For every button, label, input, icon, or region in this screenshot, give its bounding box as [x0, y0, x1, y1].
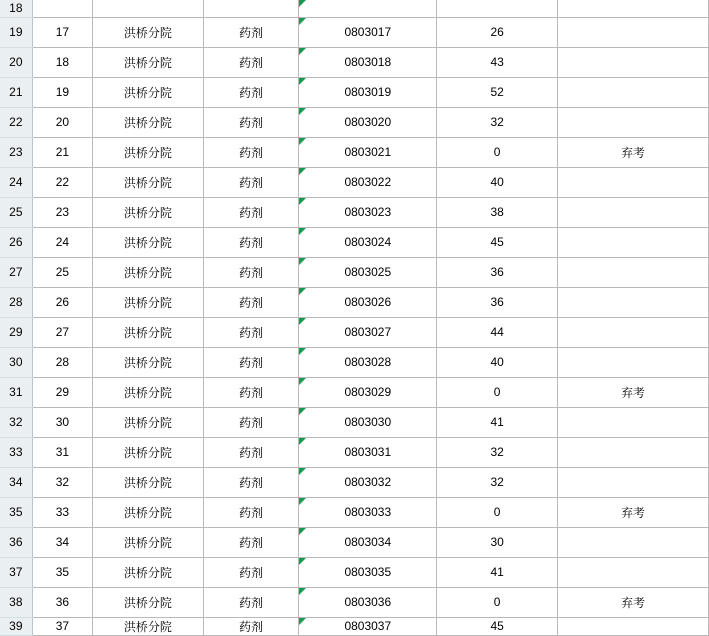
cell-score[interactable]: 38: [437, 197, 558, 227]
row-header[interactable]: 23: [0, 137, 32, 167]
row-header[interactable]: 26: [0, 227, 32, 257]
cell-org[interactable]: 洪桥分院: [93, 317, 204, 347]
cell-score[interactable]: 45: [437, 617, 558, 635]
cell-seq[interactable]: 28: [32, 347, 92, 377]
row-header[interactable]: 34: [0, 467, 32, 497]
table-row[interactable]: [0, 287, 709, 317]
comment-marker-icon: [299, 348, 306, 355]
row-header[interactable]: 36: [0, 527, 32, 557]
cell-ticket[interactable]: [299, 107, 437, 137]
comment-marker-icon: [299, 588, 306, 595]
cell-ticket-text: 0803032: [344, 475, 392, 489]
cell-ticket-text: 0803024: [344, 235, 392, 249]
cell-subject[interactable]: 药剂: [203, 167, 299, 197]
cell-ticket[interactable]: [299, 527, 437, 557]
table-row[interactable]: [0, 17, 709, 47]
cell-score[interactable]: [437, 0, 558, 17]
comment-marker-icon: [299, 558, 306, 565]
cell-seq[interactable]: 26: [32, 287, 92, 317]
cell-note[interactable]: [558, 0, 709, 17]
cell-note[interactable]: [558, 77, 709, 107]
comment-marker-icon: [299, 228, 306, 235]
cell-subject[interactable]: 药剂: [203, 17, 299, 47]
cell-ticket-text: 0803031: [344, 445, 392, 459]
cell-seq[interactable]: 17: [32, 17, 92, 47]
cell-ticket-text: 0803029: [344, 385, 392, 399]
cell-note[interactable]: [558, 197, 709, 227]
cell-score[interactable]: 32: [437, 107, 558, 137]
cell-score[interactable]: 26: [437, 17, 558, 47]
cell-seq[interactable]: 18: [32, 47, 92, 77]
cell-ticket-text: 0803018: [344, 55, 392, 69]
comment-marker-icon: [299, 168, 306, 175]
cell-seq[interactable]: 21: [32, 137, 92, 167]
cell-ticket-text: 0803019: [344, 85, 392, 99]
cell-note[interactable]: [558, 47, 709, 77]
cell-note[interactable]: [558, 107, 709, 137]
cell-score[interactable]: 36: [437, 257, 558, 287]
cell-score[interactable]: 30: [437, 527, 558, 557]
row-header[interactable]: 38: [0, 587, 32, 617]
cell-subject[interactable]: 药剂: [203, 227, 299, 257]
cell-subject[interactable]: 药剂: [203, 497, 299, 527]
cell-subject[interactable]: [203, 0, 299, 17]
row-header[interactable]: 24: [0, 167, 32, 197]
comment-marker-icon: [299, 468, 306, 475]
cell-score[interactable]: 40: [437, 347, 558, 377]
cell-seq[interactable]: 24: [32, 227, 92, 257]
cell-seq[interactable]: 22: [32, 167, 92, 197]
cell-ticket-text: 0803027: [344, 325, 392, 339]
cell-ticket-text: 0803035: [344, 565, 392, 579]
table-row[interactable]: [0, 257, 709, 287]
cell-seq[interactable]: 32: [32, 467, 92, 497]
cell-ticket[interactable]: [299, 557, 437, 587]
cell-subject[interactable]: 药剂: [203, 407, 299, 437]
cell-subject[interactable]: 药剂: [203, 47, 299, 77]
cell-score[interactable]: 41: [437, 557, 558, 587]
row-header[interactable]: 30: [0, 347, 32, 377]
cell-subject[interactable]: 药剂: [203, 467, 299, 497]
cell-seq[interactable]: 19: [32, 77, 92, 107]
comment-marker-icon: [299, 0, 306, 7]
row-header[interactable]: 19: [0, 17, 32, 47]
cell-ticket[interactable]: [299, 497, 437, 527]
table-row[interactable]: [0, 587, 709, 617]
cell-seq[interactable]: 25: [32, 257, 92, 287]
cell-score[interactable]: 52: [437, 77, 558, 107]
comment-marker-icon: [299, 78, 306, 85]
cell-seq[interactable]: 37: [32, 617, 92, 635]
cell-ticket[interactable]: [299, 77, 437, 107]
cell-score[interactable]: 41: [437, 407, 558, 437]
row-header[interactable]: 29: [0, 317, 32, 347]
table-row[interactable]: [0, 47, 709, 77]
table-row[interactable]: [0, 617, 709, 635]
cell-note[interactable]: [558, 227, 709, 257]
cell-subject[interactable]: 药剂: [203, 617, 299, 635]
cell-org[interactable]: 洪桥分院: [93, 137, 204, 167]
comment-marker-icon: [299, 138, 306, 145]
cell-seq[interactable]: [32, 0, 92, 17]
cell-ticket[interactable]: [299, 467, 437, 497]
cell-ticket[interactable]: [299, 0, 437, 17]
cell-score[interactable]: 45: [437, 227, 558, 257]
cell-org[interactable]: 洪桥分院: [93, 467, 204, 497]
cell-note[interactable]: [558, 317, 709, 347]
row-header[interactable]: 37: [0, 557, 32, 587]
cell-ticket[interactable]: [299, 287, 437, 317]
cell-ticket-text: 0803033: [344, 505, 392, 519]
cell-note[interactable]: 弃考: [558, 137, 709, 167]
cell-ticket-text: 0803017: [344, 25, 392, 39]
table-row[interactable]: [0, 317, 709, 347]
cell-note[interactable]: [558, 407, 709, 437]
comment-marker-icon: [299, 408, 306, 415]
cell-ticket-text: 0803020: [344, 115, 392, 129]
row-header[interactable]: 28: [0, 287, 32, 317]
row-header[interactable]: 18: [0, 0, 32, 17]
cell-ticket[interactable]: [299, 617, 437, 635]
cell-seq[interactable]: 20: [32, 107, 92, 137]
cell-ticket-text: 0803036: [344, 595, 392, 609]
cell-note[interactable]: [558, 17, 709, 47]
cell-ticket[interactable]: [299, 407, 437, 437]
cell-subject[interactable]: 药剂: [203, 107, 299, 137]
table-row[interactable]: [0, 167, 709, 197]
cell-ticket[interactable]: [299, 317, 437, 347]
cell-subject[interactable]: 药剂: [203, 77, 299, 107]
cell-score[interactable]: 32: [437, 467, 558, 497]
cell-org[interactable]: 洪桥分院: [93, 527, 204, 557]
cell-subject[interactable]: 药剂: [203, 287, 299, 317]
cell-ticket[interactable]: [299, 347, 437, 377]
table-row[interactable]: [0, 407, 709, 437]
cell-note[interactable]: [558, 287, 709, 317]
cell-note[interactable]: [558, 467, 709, 497]
cell-score[interactable]: 40: [437, 167, 558, 197]
cell-org[interactable]: 洪桥分院: [93, 377, 204, 407]
row-header[interactable]: 21: [0, 77, 32, 107]
cell-org[interactable]: 洪桥分院: [93, 257, 204, 287]
cell-ticket[interactable]: [299, 137, 437, 167]
cell-ticket[interactable]: [299, 227, 437, 257]
comment-marker-icon: [299, 318, 306, 325]
cell-note[interactable]: [558, 347, 709, 377]
row-header[interactable]: 39: [0, 617, 32, 635]
row-header[interactable]: 22: [0, 107, 32, 137]
comment-marker-icon: [299, 48, 306, 55]
table-row[interactable]: [0, 557, 709, 587]
table-row[interactable]: [0, 77, 709, 107]
cell-score[interactable]: 0: [437, 377, 558, 407]
cell-seq[interactable]: 36: [32, 587, 92, 617]
cell-subject[interactable]: 药剂: [203, 317, 299, 347]
cell-note[interactable]: 弃考: [558, 497, 709, 527]
cell-subject[interactable]: 药剂: [203, 257, 299, 287]
cell-org[interactable]: 洪桥分院: [93, 47, 204, 77]
cell-note[interactable]: [558, 437, 709, 467]
cell-ticket[interactable]: [299, 197, 437, 227]
comment-marker-icon: [299, 18, 306, 25]
cell-org[interactable]: 洪桥分院: [93, 107, 204, 137]
cell-ticket-text: 0803026: [344, 295, 392, 309]
cell-org[interactable]: 洪桥分院: [93, 437, 204, 467]
cell-org[interactable]: 洪桥分院: [93, 617, 204, 635]
cell-note[interactable]: 弃考: [558, 587, 709, 617]
comment-marker-icon: [299, 618, 306, 625]
cell-seq[interactable]: 23: [32, 197, 92, 227]
table-row[interactable]: [0, 227, 709, 257]
cell-subject[interactable]: 药剂: [203, 557, 299, 587]
row-header[interactable]: 32: [0, 407, 32, 437]
cell-seq[interactable]: 33: [32, 497, 92, 527]
cell-score[interactable]: 0: [437, 137, 558, 167]
comment-marker-icon: [299, 198, 306, 205]
cell-ticket[interactable]: [299, 587, 437, 617]
cell-ticket-text: 0803028: [344, 355, 392, 369]
comment-marker-icon: [299, 288, 306, 295]
cell-subject[interactable]: 药剂: [203, 197, 299, 227]
row-header[interactable]: 33: [0, 437, 32, 467]
cell-ticket-text: 0803030: [344, 415, 392, 429]
cell-ticket-text: 0803034: [344, 535, 392, 549]
table-row[interactable]: [0, 437, 709, 467]
cell-seq[interactable]: 34: [32, 527, 92, 557]
cell-seq[interactable]: 31: [32, 437, 92, 467]
cell-note[interactable]: [558, 557, 709, 587]
cell-subject[interactable]: 药剂: [203, 347, 299, 377]
row-header[interactable]: 35: [0, 497, 32, 527]
comment-marker-icon: [299, 108, 306, 115]
cell-org[interactable]: [93, 0, 204, 17]
table-row[interactable]: [0, 527, 709, 557]
cell-ticket-text: 0803037: [344, 619, 392, 633]
cell-subject[interactable]: 药剂: [203, 377, 299, 407]
table-row[interactable]: [0, 197, 709, 227]
cell-org[interactable]: 洪桥分院: [93, 167, 204, 197]
row-header[interactable]: 20: [0, 47, 32, 77]
cell-org[interactable]: 洪桥分院: [93, 227, 204, 257]
cell-seq[interactable]: 27: [32, 317, 92, 347]
cell-ticket[interactable]: [299, 377, 437, 407]
cell-note[interactable]: [558, 617, 709, 635]
cell-note[interactable]: [558, 527, 709, 557]
cell-org[interactable]: 洪桥分院: [93, 407, 204, 437]
table-row[interactable]: [0, 0, 709, 17]
table-row[interactable]: [0, 347, 709, 377]
row-header[interactable]: 27: [0, 257, 32, 287]
cell-org[interactable]: 洪桥分院: [93, 347, 204, 377]
cell-ticket[interactable]: [299, 167, 437, 197]
table-row[interactable]: [0, 137, 709, 167]
cell-org[interactable]: 洪桥分院: [93, 17, 204, 47]
comment-marker-icon: [299, 498, 306, 505]
cell-note[interactable]: 弃考: [558, 377, 709, 407]
cell-subject[interactable]: 药剂: [203, 587, 299, 617]
comment-marker-icon: [299, 528, 306, 535]
cell-seq[interactable]: 35: [32, 557, 92, 587]
cell-ticket-text: 0803023: [344, 205, 392, 219]
cell-seq[interactable]: 30: [32, 407, 92, 437]
comment-marker-icon: [299, 378, 306, 385]
cell-score[interactable]: 36: [437, 287, 558, 317]
cell-ticket-text: 0803021: [344, 145, 392, 159]
table-row[interactable]: [0, 377, 709, 407]
table-row[interactable]: [0, 497, 709, 527]
cell-note[interactable]: [558, 167, 709, 197]
row-header[interactable]: 25: [0, 197, 32, 227]
cell-score[interactable]: 32: [437, 437, 558, 467]
cell-org[interactable]: 洪桥分院: [93, 497, 204, 527]
cell-ticket-text: 0803022: [344, 175, 392, 189]
cell-score[interactable]: 43: [437, 47, 558, 77]
table-row[interactable]: [0, 467, 709, 497]
table-row[interactable]: [0, 107, 709, 137]
cell-org[interactable]: 洪桥分院: [93, 287, 204, 317]
cell-ticket[interactable]: [299, 17, 437, 47]
cell-ticket-text: 0803025: [344, 265, 392, 279]
cell-note[interactable]: [558, 257, 709, 287]
cell-score[interactable]: 0: [437, 497, 558, 527]
cell-org[interactable]: 洪桥分院: [93, 197, 204, 227]
row-header[interactable]: 31: [0, 377, 32, 407]
cell-ticket[interactable]: [299, 257, 437, 287]
comment-marker-icon: [299, 438, 306, 445]
cell-org[interactable]: 洪桥分院: [93, 557, 204, 587]
cell-org[interactable]: 洪桥分院: [93, 77, 204, 107]
cell-subject[interactable]: 药剂: [203, 437, 299, 467]
cell-ticket[interactable]: [299, 47, 437, 77]
cell-seq[interactable]: 29: [32, 377, 92, 407]
cell-score[interactable]: 44: [437, 317, 558, 347]
cell-score[interactable]: 0: [437, 587, 558, 617]
cell-subject[interactable]: 药剂: [203, 137, 299, 167]
comment-marker-icon: [299, 258, 306, 265]
cell-subject[interactable]: 药剂: [203, 527, 299, 557]
cell-org[interactable]: 洪桥分院: [93, 587, 204, 617]
cell-ticket[interactable]: [299, 437, 437, 467]
